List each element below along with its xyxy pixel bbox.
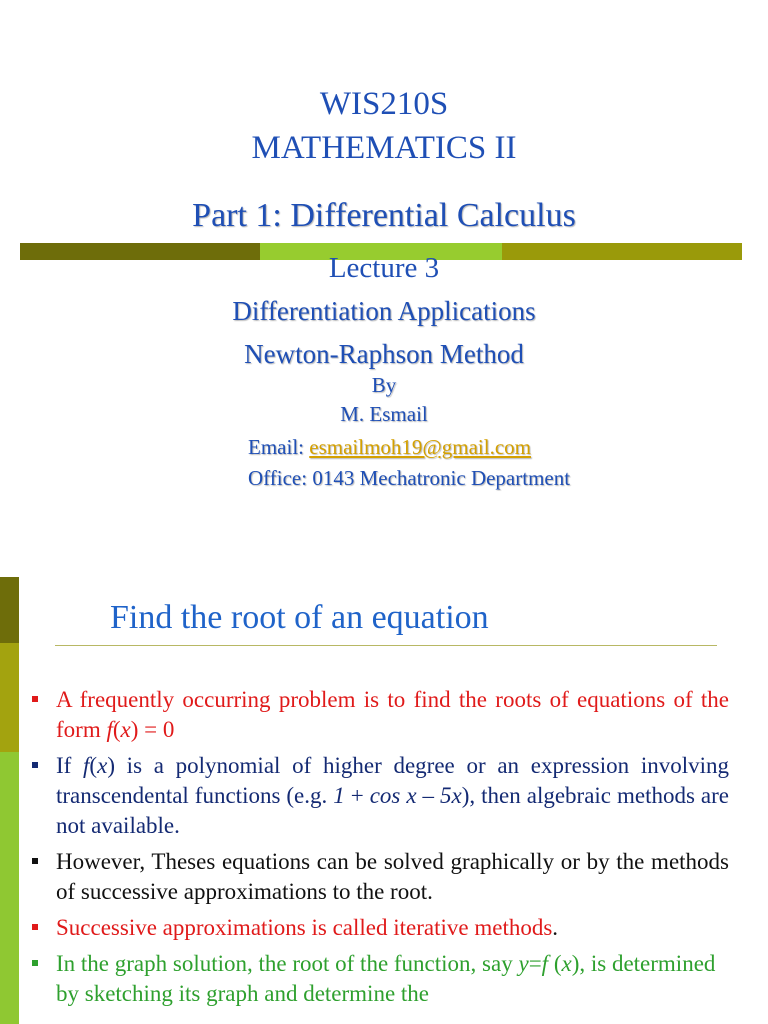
email-label: Email: — [248, 435, 304, 459]
bullet-item: In the graph solution, the root of the function, say y=f (x), is determined by sketching its graph and determine the — [32, 949, 729, 1009]
title-divider — [55, 645, 717, 646]
sidebar-stripe-mid — [0, 643, 19, 752]
by-label: By — [371, 373, 397, 397]
part-title: Part 1: Differential Calculus — [192, 197, 576, 234]
bullet-item: Successive approximations is called iterative methods. — [32, 913, 729, 943]
bullet-list — [32, 685, 729, 1015]
course-name: MATHEMATICS II — [251, 130, 517, 166]
topic-line-2: Newton-Raphson Method — [244, 339, 524, 369]
bullet-item: If f(x) is a polynomial of higher degree or an expression involving transcendental functions (e.g. 1 + cos x – 5x), then algebraic methods are not available. — [32, 751, 729, 841]
bullet-marker-icon — [32, 960, 38, 966]
lecture-number: Lecture 3 — [328, 252, 440, 284]
bullet-item: A frequently occurring problem is to find the roots of equations of the form f(x) = 0 — [32, 685, 729, 745]
topic-line-1: Differentiation Applications — [232, 296, 536, 326]
sidebar-stripe-dark — [0, 577, 19, 643]
sidebar-stripe-light — [0, 752, 19, 1024]
bullet-marker-icon — [32, 924, 38, 930]
bullet-marker-icon — [32, 696, 38, 702]
office-info: Office: 0143 Mechatronic Department — [248, 466, 571, 490]
content-slide — [0, 577, 768, 1024]
course-code: WIS210S — [319, 86, 449, 122]
bullet-marker-icon — [32, 858, 38, 864]
bullet-item: However, Theses equations can be solved graphically or by the methods of successive approximations to the root. — [32, 847, 729, 907]
author-name: M. Esmail — [340, 402, 428, 426]
bullet-marker-icon — [32, 762, 38, 768]
slide-title: Find the root of an equation — [110, 599, 489, 636]
email-link[interactable]: esmailmoh19@gmail.com — [309, 435, 531, 459]
email-row — [248, 435, 531, 460]
